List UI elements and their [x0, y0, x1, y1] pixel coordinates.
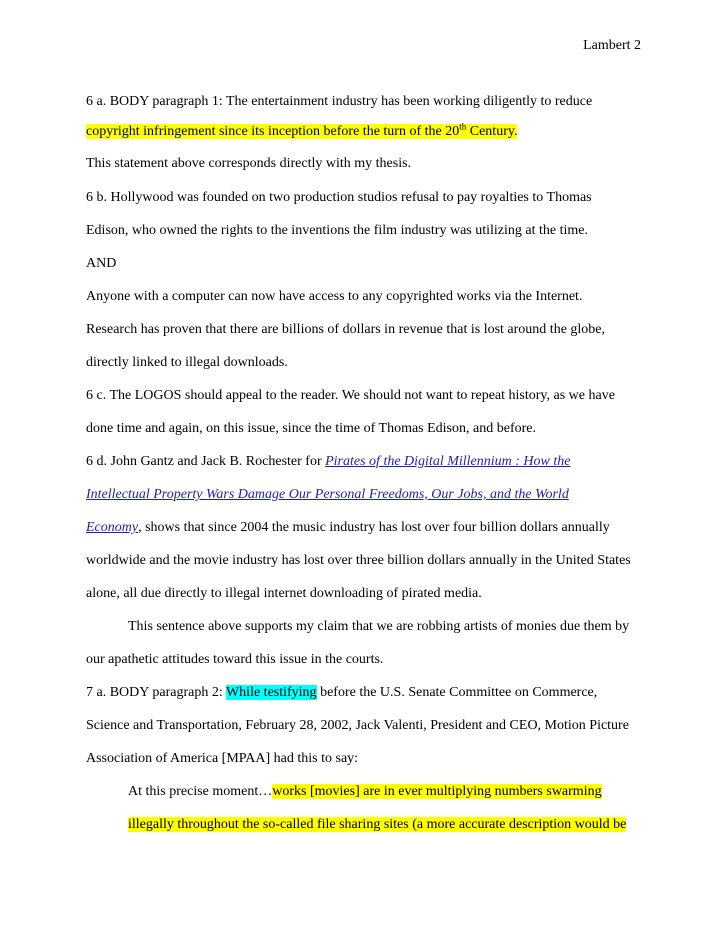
highlighted-text: illegally throughout the so-called file sharing sites (a more accurate description would be [128, 817, 627, 832]
citation-link[interactable]: Intellectual Property Wars Damage Our Personal Freedoms, Our Jobs, and the World [86, 487, 569, 502]
text-line: worldwide and the movie industry has lost over three billion dollars annually in the United States [86, 553, 631, 568]
text-line: This statement above corresponds directly with my thesis. [86, 156, 412, 171]
highlighted-text: While testifying [225, 685, 317, 700]
citation-link[interactable]: Economy [86, 520, 139, 535]
highlighted-text: works [movies] are in ever multiplying numbers swarming [272, 784, 602, 799]
text-line: Economy, shows that since 2004 the music industry has lost over four billion dollars annually [86, 520, 610, 535]
block-quote-line: At this precise moment…works [movies] are in ever multiplying numbers swarming [128, 784, 602, 799]
text-line: 6 b. Hollywood was founded on two production studios refusal to pay royalties to Thomas [86, 190, 592, 205]
text-line: done time and again, on this issue, since the time of Thomas Edison, and before. [86, 421, 536, 436]
block-quote-line [128, 815, 626, 835]
text-line [86, 122, 517, 142]
text-line: Anyone with a computer can now have access to any copyrighted works via the Internet. [86, 289, 583, 304]
text-line: 7 a. BODY paragraph 2: While testifying before the U.S. Senate Committee on Commerce, [86, 685, 598, 700]
text-line: 6 c. The LOGOS should appeal to the reader. We should not want to repeat history, as we have [86, 388, 615, 403]
text-line [86, 485, 569, 505]
text-line: Association of America [MPAA] had this to say: [86, 751, 359, 766]
text-line: 6 a. BODY paragraph 1: The entertainment industry has been working diligently to reduce [86, 94, 593, 109]
text-line: Edison, who owned the rights to the inventions the film industry was utilizing at the time. [86, 223, 588, 238]
text-line: Science and Transportation, February 28, 2002, Jack Valenti, President and CEO, Motion Picture [86, 718, 629, 733]
text-line: 6 d. John Gantz and Jack B. Rochester for Pirates of the Digital Millennium : How the [86, 454, 571, 469]
citation-link[interactable]: Pirates of the Digital Millennium : How the [325, 454, 571, 469]
text-line: directly linked to illegal downloads. [86, 355, 288, 370]
text-line: our apathetic attitudes toward this issue in the courts. [86, 652, 384, 667]
text-line: This sentence above supports my claim that we are robbing artists of monies due them by [128, 619, 630, 634]
highlighted-text: copyright infringement since its inception before the turn of the 20th Century. [86, 121, 518, 139]
text-line: alone, all due directly to illegal internet downloading of pirated media. [86, 586, 482, 601]
text-line: Research has proven that there are billions of dollars in revenue that is lost around the globe, [86, 322, 606, 337]
page-header: Lambert 2 [583, 38, 641, 53]
text-line: AND [86, 256, 117, 271]
